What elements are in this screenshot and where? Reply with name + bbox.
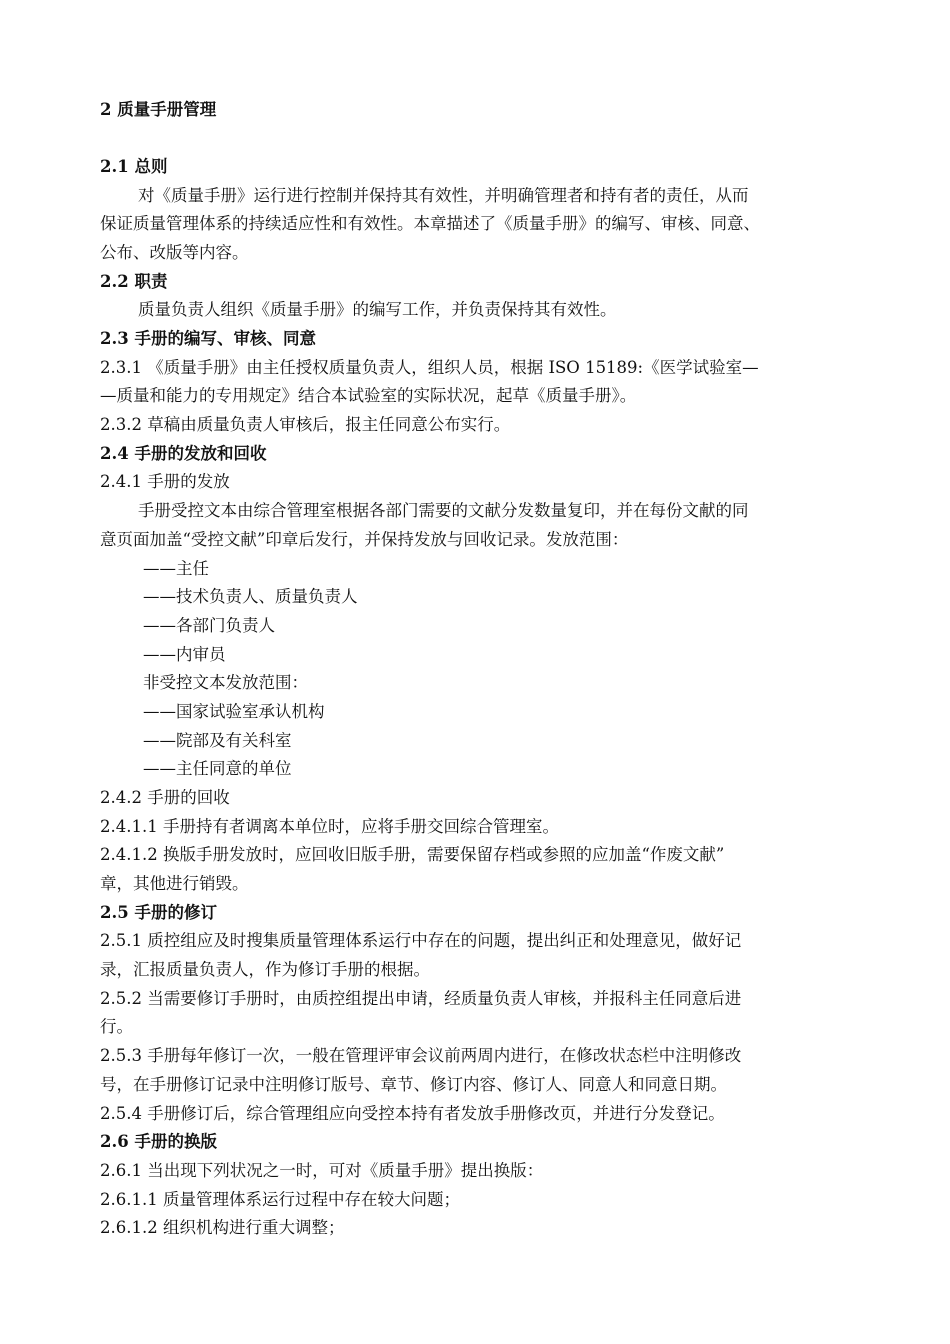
paragraph-line: 非受控文本发放范围： — [143, 673, 308, 692]
paragraph-line: 意页面加盖“受控文献”印章后发行，并保持发放与回收记录。发放范围： — [100, 530, 629, 549]
paragraph-line: —质量和能力的专用规定》结合本试验室的实际状况，起草《质量手册》。 — [100, 386, 637, 405]
paragraph-line: 2.5.2 当需要修订手册时，由质控组提出申请，经质量负责人审核，并报科主任同意后进 — [100, 989, 742, 1008]
list-item: ——技术负责人、质量负责人 — [143, 587, 358, 606]
paragraph-line: 录，汇报质量负责人，作为修订手册的根据。 — [100, 960, 430, 979]
subheading-2-4-2: 2.4.2 手册的回收 — [100, 788, 230, 807]
paragraph-line: 2.4.1.2 换版手册发放时，应回收旧版手册，需要保留存档或参照的应加盖“作废文献” — [100, 845, 725, 864]
heading-2-6: 2.6 手册的换版 — [100, 1132, 217, 1151]
list-item: ——主任 — [143, 559, 209, 578]
list-item: ——主任同意的单位 — [143, 759, 292, 778]
section-title: 2 质量手册管理 — [100, 100, 217, 119]
list-item: ——各部门负责人 — [143, 616, 275, 635]
paragraph-line: 2.4.1.1 手册持有者调离本单位时，应将手册交回综合管理室。 — [100, 817, 559, 836]
paragraph-line: 2.3.1 《质量手册》由主任授权质量负责人，组织人员，根据 ISO 15189:《医学试验室— — [100, 358, 759, 377]
paragraph-line: 对《质量手册》运行进行控制并保持其有效性，并明确管理者和持有者的责任，从而 — [138, 186, 749, 205]
paragraph-line: 2.5.1 质控组应及时搜集质量管理体系运行中存在的问题，提出纠正和处理意见，做好记 — [100, 931, 742, 950]
heading-2-4: 2.4 手册的发放和回收 — [100, 444, 267, 463]
heading-2-3: 2.3 手册的编写、审核、同意 — [100, 329, 316, 348]
subheading-2-4-1: 2.4.1 手册的发放 — [100, 472, 230, 491]
paragraph-line: 2.6.1 当出现下列状况之一时，可对《质量手册》提出换版： — [100, 1161, 544, 1180]
list-item: ——内审员 — [143, 645, 226, 664]
heading-2-5: 2.5 手册的修订 — [100, 903, 217, 922]
paragraph-line: 2.5.4 手册修订后，综合管理组应向受控本持有者发放手册修改页，并进行分发登记。 — [100, 1104, 725, 1123]
list-item: ——院部及有关科室 — [143, 731, 292, 750]
paragraph-line: 号，在手册修订记录中注明修订版号、章节、修订内容、修订人、同意人和同意日期。 — [100, 1075, 727, 1094]
paragraph-line: 保证质量管理体系的持续适应性和有效性。本章描述了《质量手册》的编写、审核、同意、 — [100, 214, 760, 233]
paragraph-line: 2.3.2 草稿由质量负责人审核后，报主任同意公布实行。 — [100, 415, 511, 434]
paragraph-line: 2.6.1.1 质量管理体系运行过程中存在较大问题； — [100, 1190, 460, 1209]
paragraph-line: 章，其他进行销毁。 — [100, 874, 249, 893]
paragraph-line: 质量负责人组织《质量手册》的编写工作，并负责保持其有效性。 — [138, 300, 617, 319]
heading-2-2: 2.2 职责 — [100, 272, 168, 291]
paragraph-line: 2.6.1.2 组织机构进行重大调整； — [100, 1218, 345, 1237]
paragraph-line: 公布、改版等内容。 — [100, 243, 249, 262]
paragraph-line: 2.5.3 手册每年修订一次，一般在管理评审会议前两周内进行，在修改状态栏中注明修改 — [100, 1046, 742, 1065]
paragraph-line: 行。 — [100, 1017, 133, 1036]
list-item: ——国家试验室承认机构 — [143, 702, 325, 721]
paragraph-line: 手册受控文本由综合管理室根据各部门需要的文献分发数量复印，并在每份文献的同 — [138, 501, 749, 520]
heading-2-1: 2.1 总则 — [100, 157, 168, 176]
